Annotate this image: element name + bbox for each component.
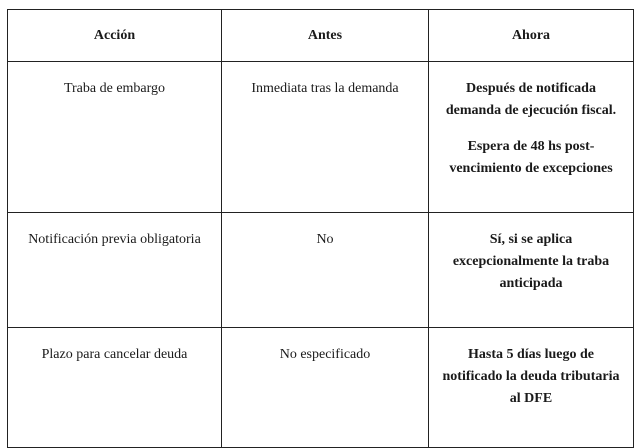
comparison-table — [7, 9, 634, 448]
cell-ahora-paragraph: Después de notificada demanda de ejecución fiscal. — [445, 81, 617, 118]
cell-ahora-paragraph: Sí, si se aplica excepcionalmente la traba anticipada — [452, 232, 610, 291]
header-row — [8, 10, 634, 62]
cell-antes: No — [222, 213, 429, 328]
header-ahora: Ahora — [429, 10, 634, 62]
table-row — [8, 213, 634, 328]
table-row — [8, 62, 634, 213]
cell-antes: Inmediata tras la demanda — [222, 62, 429, 213]
cell-accion: Traba de embargo — [8, 62, 222, 213]
cell-ahora-paragraph: Espera de 48 hs post-vencimiento de excepciones — [449, 139, 613, 176]
header-accion: Acción — [8, 10, 222, 62]
cell-accion: Notificación previa obligatoria — [8, 213, 222, 328]
header-antes: Antes — [222, 10, 429, 62]
cell-ahora — [429, 213, 634, 328]
table-row — [8, 328, 634, 448]
cell-accion: Plazo para cancelar deuda — [8, 328, 222, 448]
cell-ahora — [429, 62, 634, 213]
cell-ahora — [429, 328, 634, 448]
cell-ahora-paragraph: Hasta 5 días luego de notificado la deuda tributaria al DFE — [442, 347, 620, 406]
cell-antes: No especificado — [222, 328, 429, 448]
